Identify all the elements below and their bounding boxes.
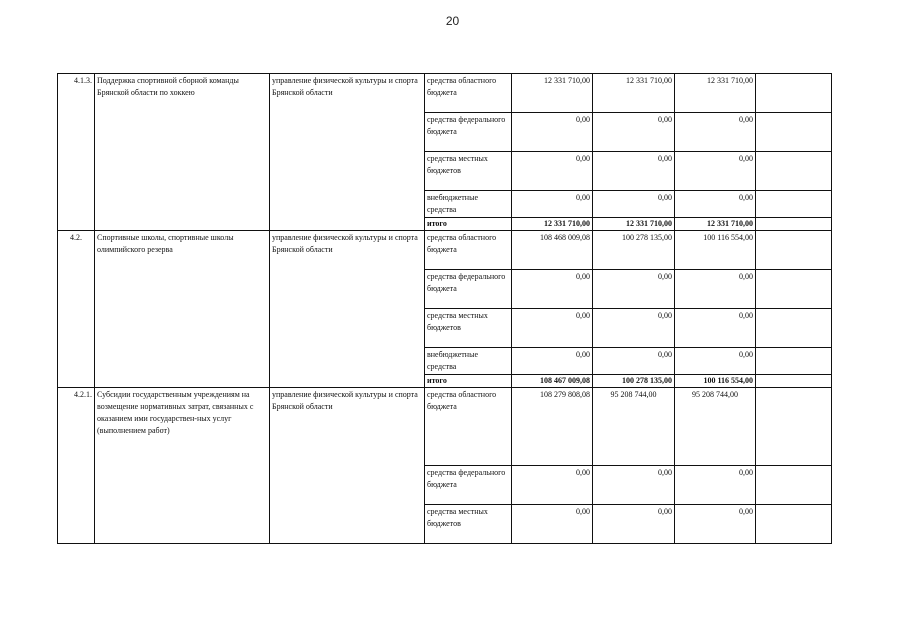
amount-year-1: 0,00 [512,348,593,375]
executor: управление физической культуры и спорта Брянской области [270,231,425,388]
amount-year-1: 108 279 808,08 [512,388,593,466]
funding-source: внебюджетные средства [425,348,512,375]
empty-cell [756,218,832,231]
amount-year-1: 0,00 [512,152,593,191]
funding-source: средства федерального бюджета [425,466,512,505]
funding-source: средства областного бюджета [425,74,512,113]
amount-year-2: 0,00 [593,505,675,544]
funding-source: внебюджетные средства [425,191,512,218]
executor: управление физической культуры и спорта Брянской области [270,74,425,231]
empty-cell [756,270,832,309]
amount-year-3: 0,00 [675,270,756,309]
total-year-1: 12 331 710,00 [512,218,593,231]
amount-year-1: 0,00 [512,113,593,152]
amount-year-2: 0,00 [593,466,675,505]
amount-year-3: 0,00 [675,152,756,191]
amount-year-1: 0,00 [512,270,593,309]
funding-source: средства местных бюджетов [425,505,512,544]
funding-source: средства областного бюджета [425,231,512,270]
row-number: 4.2.1. [58,388,95,544]
amount-year-2: 12 331 710,00 [593,74,675,113]
total-label: итого [425,218,512,231]
amount-year-1: 0,00 [512,505,593,544]
total-year-1: 108 467 009,08 [512,375,593,388]
executor: управление физической культуры и спорта Брянской области [270,388,425,544]
amount-year-1: 108 468 009,08 [512,231,593,270]
amount-year-2: 100 278 135,00 [593,231,675,270]
funding-source: средства местных бюджетов [425,152,512,191]
amount-year-2: 0,00 [593,309,675,348]
empty-cell [756,191,832,218]
amount-year-3: 0,00 [675,113,756,152]
amount-year-2: 0,00 [593,348,675,375]
table-row [58,74,832,113]
amount-year-2: 95 208 744,00 [593,388,675,466]
total-year-3: 100 116 554,00 [675,375,756,388]
measure-name: Спортивные школы, спортивные школы олимпийского резерва [95,231,270,388]
amount-year-1: 0,00 [512,309,593,348]
budget-table [57,73,832,544]
empty-cell [756,231,832,270]
measure-name: Субсидии государственным учреждениям на возмещение нормативных затрат, связанных с оказанием ими государствен-ных услуг (выполнением работ) [95,388,270,544]
empty-cell [756,74,832,113]
funding-source: средства федерального бюджета [425,113,512,152]
total-year-2: 100 278 135,00 [593,375,675,388]
empty-cell [756,388,832,466]
empty-cell [756,348,832,375]
amount-year-2: 0,00 [593,113,675,152]
amount-year-3: 0,00 [675,191,756,218]
empty-cell [756,309,832,348]
total-label: итого [425,375,512,388]
total-year-3: 12 331 710,00 [675,218,756,231]
empty-cell [756,152,832,191]
empty-cell [756,375,832,388]
table-row [58,231,832,270]
empty-cell [756,466,832,505]
amount-year-1: 0,00 [512,466,593,505]
measure-name: Поддержка спортивной сборной команды Брянской области по хоккею [95,74,270,231]
amount-year-2: 0,00 [593,152,675,191]
amount-year-3: 0,00 [675,309,756,348]
total-year-2: 12 331 710,00 [593,218,675,231]
amount-year-3: 0,00 [675,505,756,544]
amount-year-1: 0,00 [512,191,593,218]
funding-source: средства федерального бюджета [425,270,512,309]
amount-year-3: 12 331 710,00 [675,74,756,113]
amount-year-1: 12 331 710,00 [512,74,593,113]
amount-year-3: 0,00 [675,348,756,375]
row-number: 4.1.3. [58,74,95,231]
amount-year-3: 95 208 744,00 [675,388,756,466]
page-number: 20 [445,14,460,28]
funding-source: средства областного бюджета [425,388,512,466]
row-number: 4.2. [58,231,95,388]
table-row [58,388,832,466]
empty-cell [756,505,832,544]
funding-source: средства местных бюджетов [425,309,512,348]
amount-year-3: 100 116 554,00 [675,231,756,270]
amount-year-3: 0,00 [675,466,756,505]
amount-year-2: 0,00 [593,191,675,218]
amount-year-2: 0,00 [593,270,675,309]
empty-cell [756,113,832,152]
